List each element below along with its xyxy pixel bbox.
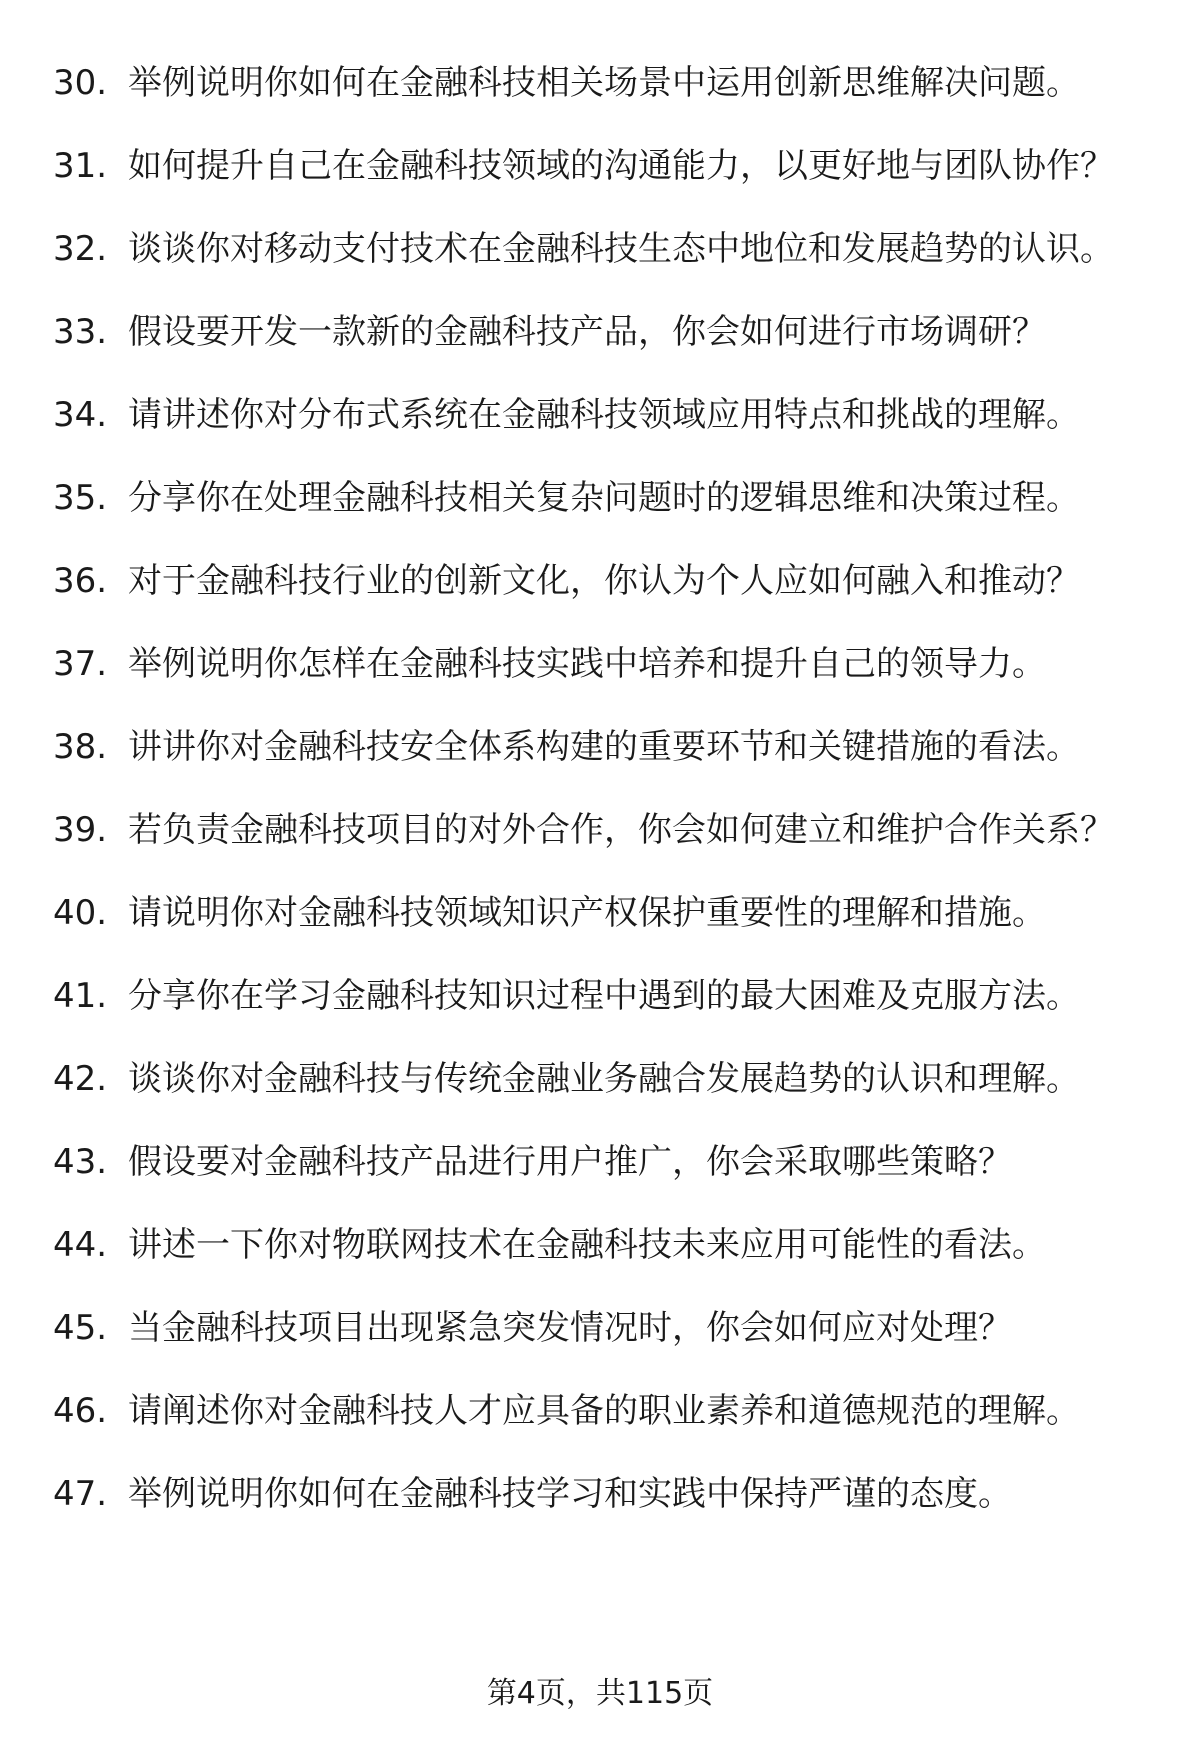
question-number: 31. xyxy=(53,146,108,186)
question-number: 32. xyxy=(53,229,108,269)
question-item xyxy=(0,888,1200,938)
question-text: 若负责金融科技项目的对外合作，你会如何建立和维护合作关系？ xyxy=(128,810,1114,850)
question-number: 37. xyxy=(53,644,108,684)
question-text: 分享你在学习金融科技知识过程中遇到的最大困难及克服方法。 xyxy=(128,976,1080,1016)
question-text: 请阐述你对金融科技人才应具备的职业素养和道德规范的理解。 xyxy=(128,1391,1080,1431)
question-text: 请说明你对金融科技领域知识产权保护重要性的理解和措施。 xyxy=(128,893,1046,933)
question-text: 对于金融科技行业的创新文化，你认为个人应如何融入和推动？ xyxy=(128,561,1080,601)
question-item xyxy=(0,390,1200,440)
question-number: 38. xyxy=(53,727,108,767)
question-number: 45. xyxy=(53,1308,108,1348)
question-text: 讲讲你对金融科技安全体系构建的重要环节和关键措施的看法。 xyxy=(128,727,1080,767)
question-item xyxy=(0,722,1200,772)
question-number: 41. xyxy=(53,976,108,1016)
question-item xyxy=(0,1469,1200,1519)
question-text: 当金融科技项目出现紧急突发情况时，你会如何应对处理？ xyxy=(128,1308,1012,1348)
question-text: 请讲述你对分布式系统在金融科技领域应用特点和挑战的理解。 xyxy=(128,395,1080,435)
question-text: 举例说明你怎样在金融科技实践中培养和提升自己的领导力。 xyxy=(128,644,1046,684)
question-item xyxy=(0,971,1200,1021)
question-item xyxy=(0,473,1200,523)
question-number: 43. xyxy=(53,1142,108,1182)
question-list xyxy=(0,58,1200,1552)
question-item xyxy=(0,805,1200,855)
question-number: 33. xyxy=(53,312,108,352)
question-number: 35. xyxy=(53,478,108,518)
question-item xyxy=(0,141,1200,191)
question-text: 谈谈你对金融科技与传统金融业务融合发展趋势的认识和理解。 xyxy=(128,1059,1080,1099)
question-item xyxy=(0,1303,1200,1353)
question-text: 分享你在处理金融科技相关复杂问题时的逻辑思维和决策过程。 xyxy=(128,478,1080,518)
question-number: 40. xyxy=(53,893,108,933)
question-number: 46. xyxy=(53,1391,108,1431)
question-item xyxy=(0,1220,1200,1270)
question-item xyxy=(0,1386,1200,1436)
question-number: 42. xyxy=(53,1059,108,1099)
question-number: 44. xyxy=(53,1225,108,1265)
question-text: 假设要对金融科技产品进行用户推广，你会采取哪些策略？ xyxy=(128,1142,1012,1182)
question-text: 讲述一下你对物联网技术在金融科技未来应用可能性的看法。 xyxy=(128,1225,1046,1265)
question-number: 36. xyxy=(53,561,108,601)
question-item xyxy=(0,307,1200,357)
page-footer: 第4页，共115页 xyxy=(486,1676,714,1711)
question-item xyxy=(0,556,1200,606)
question-number: 47. xyxy=(53,1474,108,1514)
question-number: 30. xyxy=(53,63,108,103)
question-text: 如何提升自己在金融科技领域的沟通能力，以更好地与团队协作？ xyxy=(128,146,1114,186)
question-text: 举例说明你如何在金融科技学习和实践中保持严谨的态度。 xyxy=(128,1474,1012,1514)
question-text: 举例说明你如何在金融科技相关场景中运用创新思维解决问题。 xyxy=(128,63,1080,103)
question-item xyxy=(0,1054,1200,1104)
question-item xyxy=(0,58,1200,108)
question-text: 假设要开发一款新的金融科技产品，你会如何进行市场调研？ xyxy=(128,312,1046,352)
question-item xyxy=(0,1137,1200,1187)
question-item xyxy=(0,639,1200,689)
question-number: 34. xyxy=(53,395,108,435)
question-number: 39. xyxy=(53,810,108,850)
question-item xyxy=(0,224,1200,274)
question-text: 谈谈你对移动支付技术在金融科技生态中地位和发展趋势的认识。 xyxy=(128,229,1114,269)
